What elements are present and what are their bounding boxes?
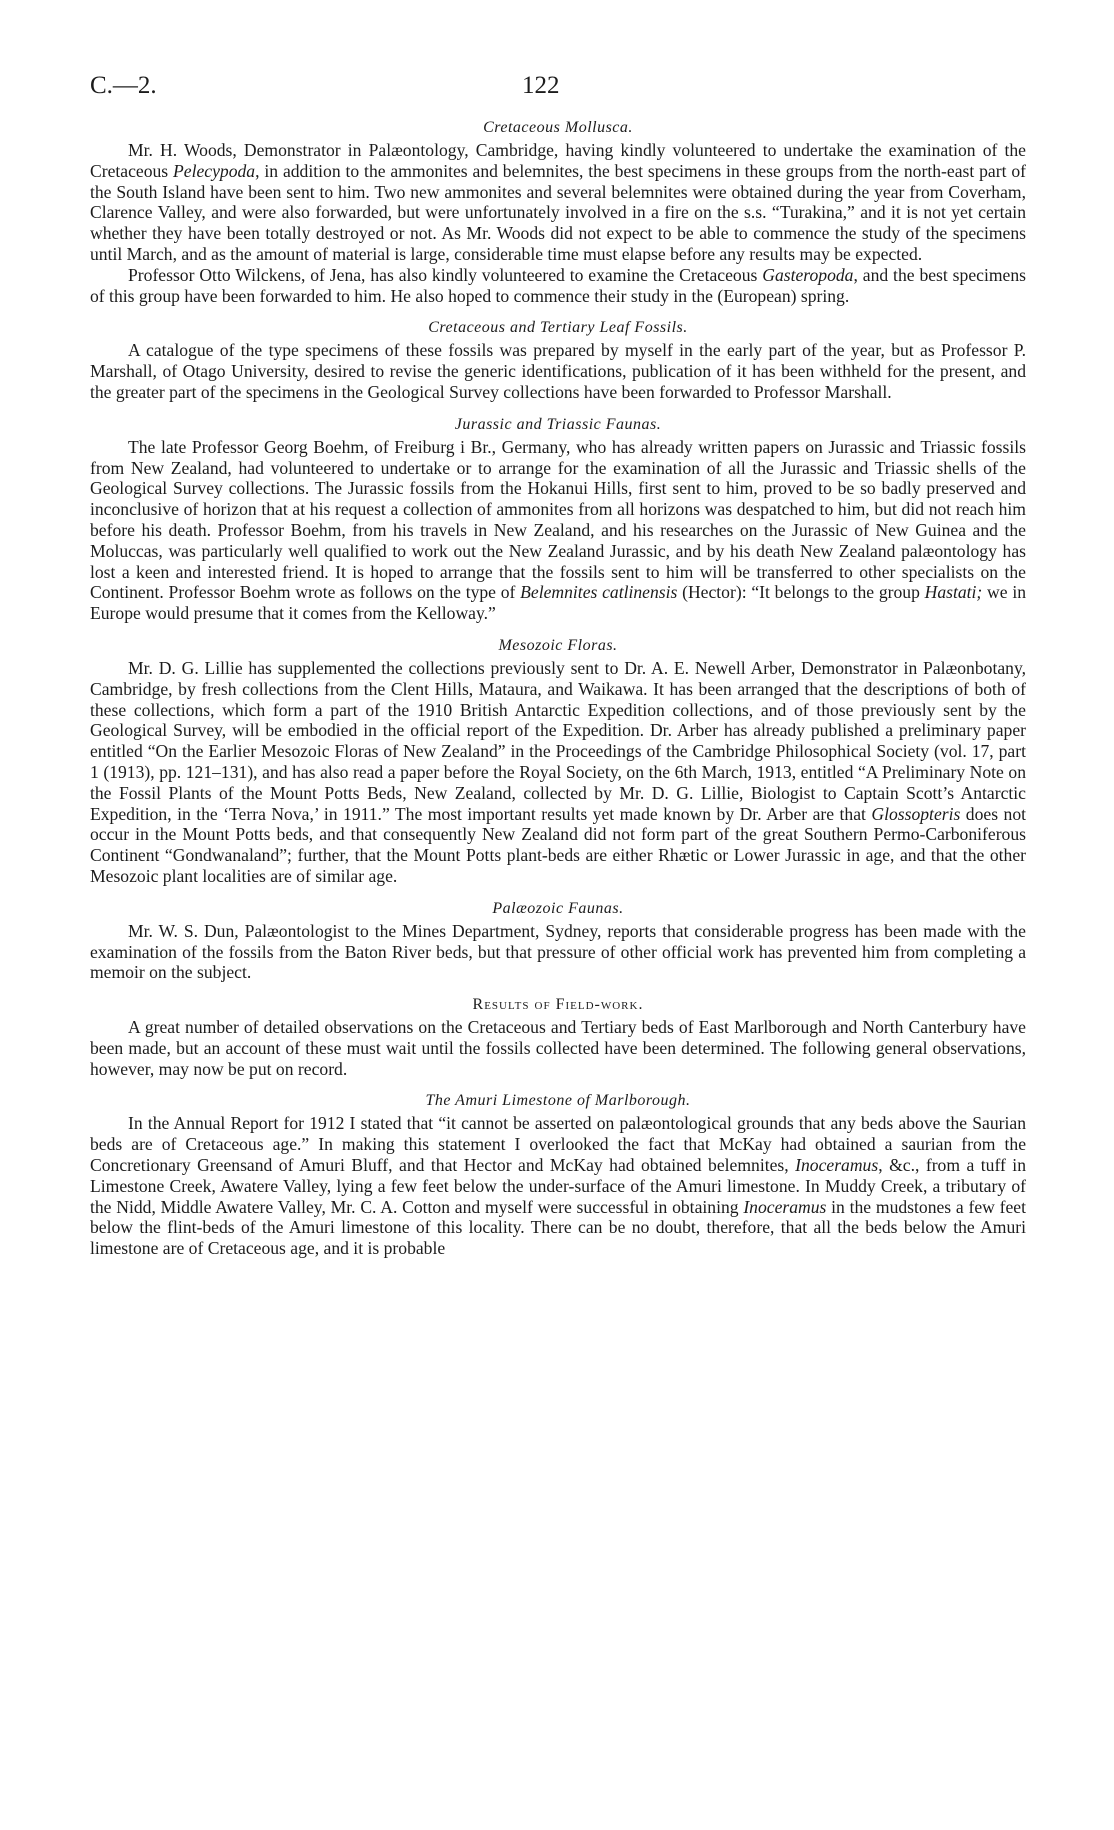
paragraph: The late Professor Georg Boehm, of Freiburg i Br., Germany, who has already written papers on Jurassic and Triassic fossils from New Zealand, had volunteered to undertake or to arrange for the examination of all the Jurassic and Triassic shells of the Geological Survey collections. The Jurassic fossils from the Hokanui Hills, first sent to him, proved to be so badly preserved and inconclusive of horizon that at his request a collection of ammonites from all horizons was despatched to him, but did not reach him before his death. Professor Boehm, from his travels in New Zealand, and his researches on the Jurassic of New Guinea and the Moluccas, was particularly well qualified to work out the New Zealand Jurassic, and by his death New Zealand palæontology has lost a keen and interested friend. It is hoped to arrange that the fossils sent to him will be transferred to other specialists on the Continent. Professor Boehm wrote as follows on the type of Belemnites catlinensis (Hector): “It belongs to the group Hastati; we in Europe would presume that it comes from the Kelloway.” <box>90 436 1027 624</box>
section-heading-field-work: Results of Field-work. <box>472 996 644 1014</box>
document-reference: C.—2. <box>90 72 157 99</box>
paragraph: A catalogue of the type specimens of these fossils was prepared by myself in the early part of the year, but as Professor P. Marshall, of Otago University, desired to revise the generic identifications, publication of it has been withheld for the present, and the greater part of the specimens in the Geological Survey collections have been forwarded to Professor Marshall. <box>90 340 1026 402</box>
section-heading-jurassic-triassic: Jurassic and Triassic Faunas. <box>454 415 662 433</box>
paragraph: In the Annual Report for 1912 I stated that “it cannot be asserted on palæontological grounds that any beds above the Saurian beds are of Cretaceous age.” In making this statement I overlooked the fact that McKay had obtained a saurian from the Concretionary Greensand of Amuri Bluff, and that Hector and McKay had obtained belemnites, Inoceramus, &c., from a tuff in Limestone Creek, Awatere Valley, lying a few feet below the under-surface of the Amuri limestone. In Muddy Creek, a tributary of the Nidd, Middle Awatere Valley, Mr. C. A. Cotton and myself were successful in obtaining Inoceramus in the mudstones a few feet below the flint-beds of the Amuri limestone of this locality. There can be no doubt, therefore, that all the beds below the Amuri limestone are of Cretaceous age, and it is probable <box>90 1113 1027 1259</box>
paragraph: A great number of detailed observations on the Cretaceous and Tertiary beds of East Marlborough and North Canterbury have been made, but an account of these must wait until the fossils collected have been determined. The following general observations, however, may now be put on record. <box>90 1017 1026 1079</box>
section-heading-leaf-fossils: Cretaceous and Tertiary Leaf Fossils. <box>428 319 688 337</box>
paragraph: Professor Otto Wilckens, of Jena, has also kindly volunteered to examine the Cretaceous Gasteropoda, and the best specimens of this group have been forwarded to him. He also hoped to commence their study in the (European) spring. <box>90 264 1026 306</box>
document-page <box>90 72 1026 1259</box>
paragraph: Mr. W. S. Dun, Palæontologist to the Mines Department, Sydney, reports that considerable progress has been made with the examination of the fossils from the Baton River beds, but that pressure of other official work has prevented him from completing a memoir on the subject. <box>90 920 1026 983</box>
section-heading-amuri-limestone: The Amuri Limestone of Marlborough. <box>425 1092 691 1110</box>
paragraph: Mr. D. G. Lillie has supplemented the collections previously sent to Dr. A. E. Newell Arber, Demonstrator in Palæonbotany, Cambridge, by fresh collections from the Clent Hills, Mataura, and Waikawa. It has been arranged that the descriptions of both of these collections, which form a part of the 1910 British Antarctic Expedition collections, and of those previously sent by the Geological Survey, will be embodied in the official report of the Expedition. Dr. Arber has already published a preliminary paper entitled “On the Earlier Mesozoic Floras of New Zealand” in the Proceedings of the Cambridge Philosophical Society (vol. 17, part 1 (1913), pp. 121–131), and has also read a paper before the Royal Society, on the 6th March, 1913, entitled “A Preliminary Note on the Fossil Plants of the Mount Potts Beds, New Zealand, collected by Mr. D. G. Lillie, Biologist to Captain Scott’s Antarctic Expedition, in the ‘Terra Nova,’ in 1911.” The most important results yet made known by Dr. Arber are that Glossopteris does not occur in the Mount Potts beds, and that consequently New Zealand did not form part of the great Southern Permo-Carboniferous Continent “Gondwanaland”; further, that the Mount Potts plant-beds are either Rhætic or Lower Jurassic in age, and that the other Mesozoic plant localities are of similar age. <box>90 657 1027 886</box>
page-number: 122 <box>522 72 560 99</box>
section-heading-palaeozoic-faunas: Palæozoic Faunas. <box>492 899 624 917</box>
section-heading-cretaceous-mollusca: Cretaceous Mollusca. <box>483 119 633 136</box>
page-header <box>90 72 1026 112</box>
paragraph: Mr. H. Woods, Demonstrator in Palæontology, Cambridge, having kindly volunteered to undertake the examination of the Cretaceous Pelecypoda, in addition to the ammonites and belemnites, the best specimens in these groups from the north-east part of the South Island have been sent to him. Two new ammonites and several belemnites were obtained during the year from Coverham, Clarence Valley, and were also forwarded, but were unfortunately involved in a fire on the s.s. “Turakina,” and it is not yet certain whether they have been totally destroyed or not. As Mr. Woods did not expect to be able to commence the study of the specimens until March, and as the amount of material is large, considerable time must elapse before any results may be expected. <box>90 140 1027 264</box>
section-heading-mesozoic-floras: Mesozoic Floras. <box>498 636 618 654</box>
